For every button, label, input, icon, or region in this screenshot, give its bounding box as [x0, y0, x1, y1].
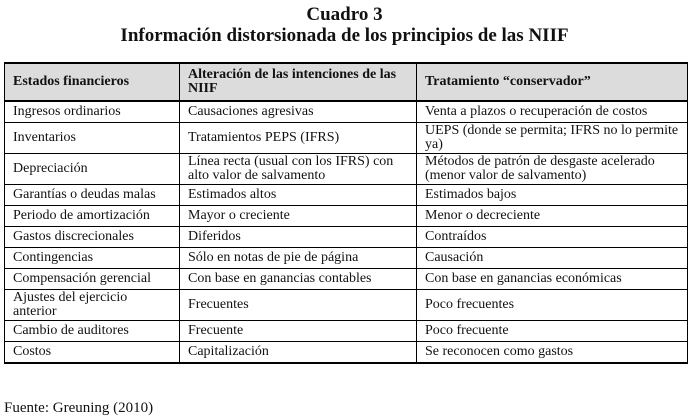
cell-treatment: UEPS (donde se permita; IFRS no lo permite ya): [417, 123, 688, 154]
cell-statement: Ajustes del ejercicio anterior: [5, 290, 180, 321]
cell-treatment: Se reconocen como gastos: [417, 342, 688, 364]
table-row: [5, 123, 688, 154]
table-row: [5, 154, 688, 185]
table-row: [5, 269, 688, 290]
table-header-row: [5, 63, 688, 101]
table-row: [5, 321, 688, 342]
header-estados-financieros: Estados financieros: [5, 63, 180, 101]
cell-treatment: Venta a plazos o recuperación de costos: [417, 101, 688, 123]
table-caption: [0, 4, 689, 47]
cell-alteration: Línea recta (usual con los IFRS) con alto valor de salvamento: [180, 154, 417, 185]
cell-treatment: Estimados bajos: [417, 185, 688, 206]
cell-alteration: Estimados altos: [180, 185, 417, 206]
cell-alteration: Tratamientos PEPS (IFRS): [180, 123, 417, 154]
cell-alteration: Causaciones agresivas: [180, 101, 417, 123]
cell-treatment: Poco frecuente: [417, 321, 688, 342]
cell-statement: Cambio de auditores: [5, 321, 180, 342]
caption-number: Cuadro 3: [306, 4, 383, 25]
cell-alteration: Frecuentes: [180, 290, 417, 321]
table-row: [5, 290, 688, 321]
cell-statement: Costos: [5, 342, 180, 364]
cell-alteration: Frecuente: [180, 321, 417, 342]
cell-treatment: Poco frecuentes: [417, 290, 688, 321]
header-tratamiento: Tratamiento “conservador”: [417, 63, 688, 101]
table-row: [5, 185, 688, 206]
cell-alteration: Diferidos: [180, 227, 417, 248]
cell-statement: Depreciación: [5, 154, 180, 185]
cell-statement: Contingencias: [5, 248, 180, 269]
cell-statement: Ingresos ordinarios: [5, 101, 180, 123]
cell-alteration: Mayor o creciente: [180, 206, 417, 227]
cell-alteration: Con base en ganancias contables: [180, 269, 417, 290]
source-note: Fuente: Greuning (2010): [4, 400, 154, 416]
niif-distortion-table: [4, 62, 688, 364]
table-row: [5, 342, 688, 364]
cell-treatment: Con base en ganancias económicas: [417, 269, 688, 290]
cell-treatment: Causación: [417, 248, 688, 269]
table-row: [5, 101, 688, 123]
caption-title: Información distorsionada de los principios de las NIIF: [120, 25, 569, 46]
cell-statement: Inventarios: [5, 123, 180, 154]
cell-statement: Gastos discrecionales: [5, 227, 180, 248]
header-alteracion: Alteración de las intenciones de las NIIF: [180, 63, 417, 101]
table-row: [5, 248, 688, 269]
cell-treatment: Métodos de patrón de desgaste acelerado (menor valor de salvamento): [417, 154, 688, 185]
cell-statement: Garantías o deudas malas: [5, 185, 180, 206]
cell-treatment: Menor o decreciente: [417, 206, 688, 227]
cell-statement: Periodo de amortización: [5, 206, 180, 227]
cell-alteration: Capitalización: [180, 342, 417, 364]
table-row: [5, 206, 688, 227]
table-row: [5, 227, 688, 248]
cell-statement: Compensación gerencial: [5, 269, 180, 290]
cell-alteration: Sólo en notas de pie de página: [180, 248, 417, 269]
cell-treatment: Contraídos: [417, 227, 688, 248]
